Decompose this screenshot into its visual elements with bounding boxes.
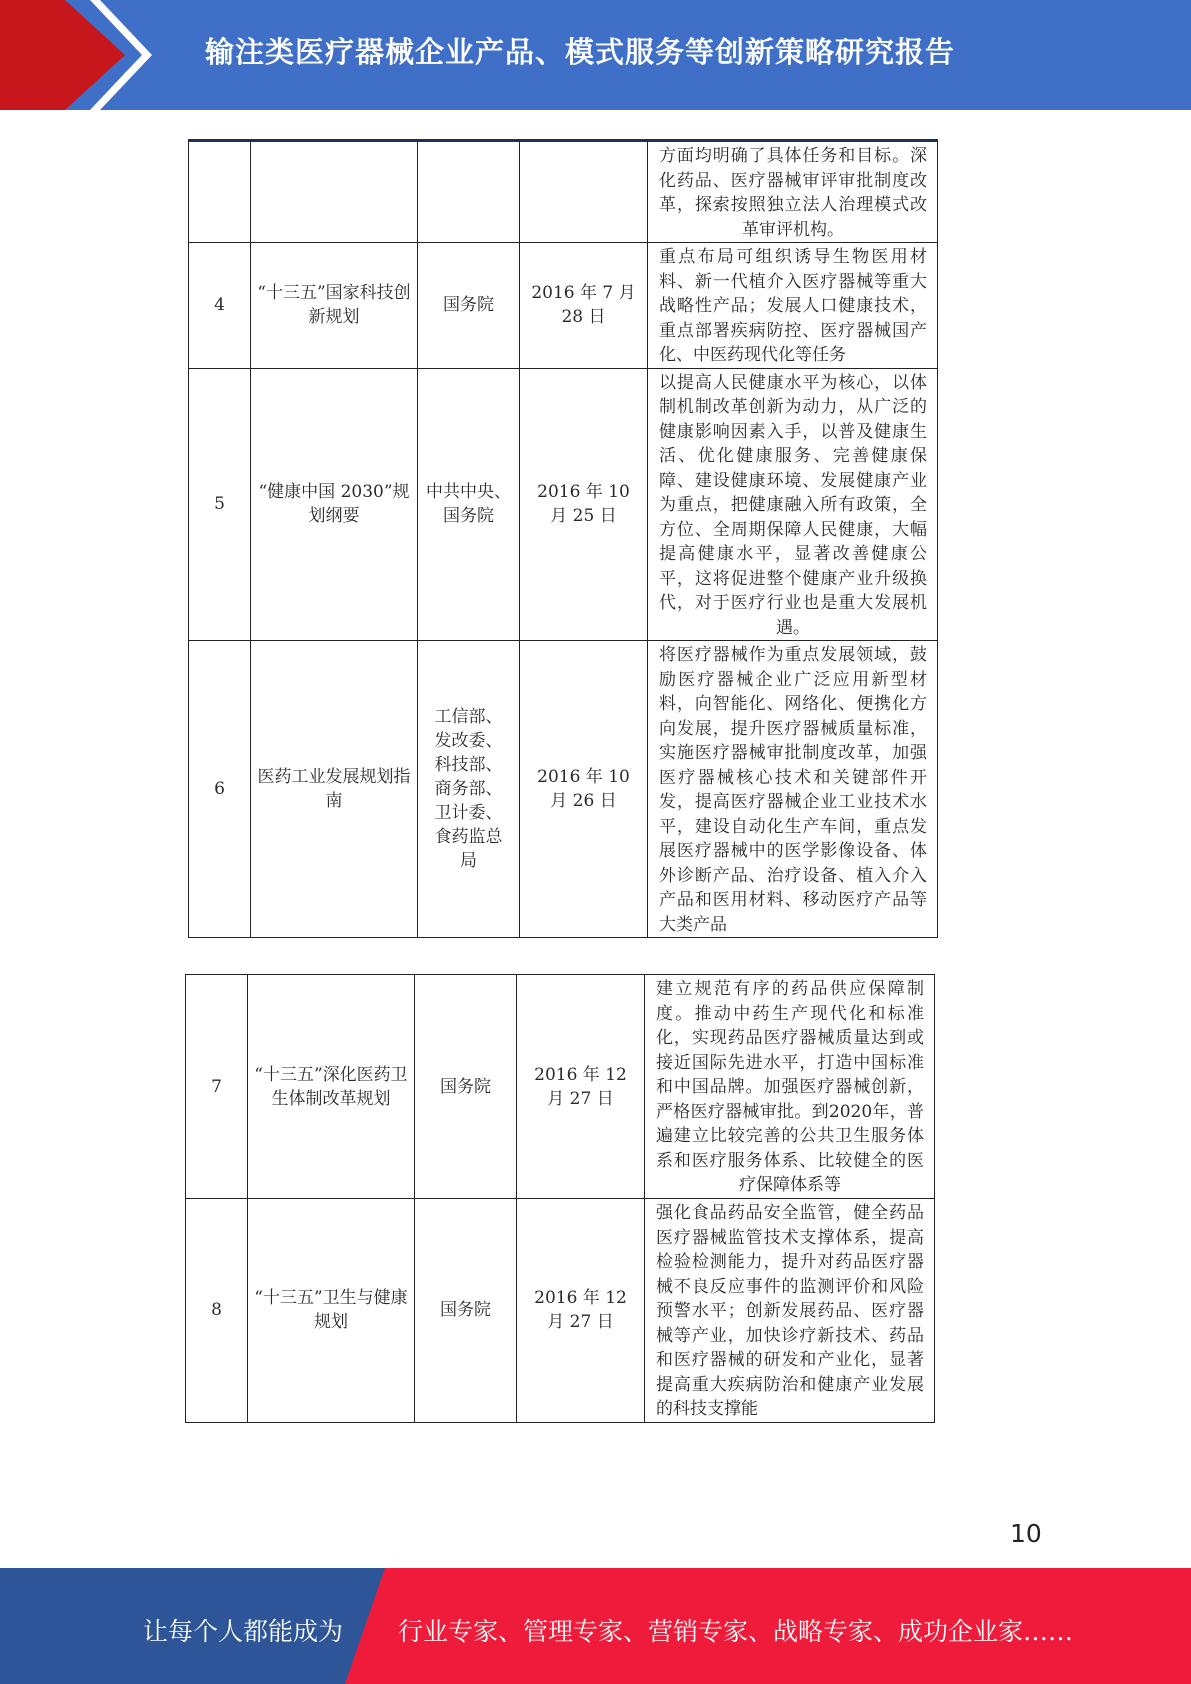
table-row [189,243,938,369]
date-text: 2016 年 12 月 27 日 [534,1064,627,1109]
page-number: 10 [1010,1519,1042,1548]
name-text: “健康中国 2030”规划纲要 [258,482,410,527]
cell-date [520,243,648,369]
cell-name [251,141,418,243]
footer-slogan-left: 让每个人都能成为 [143,1617,344,1646]
name-text: 医药工业发展规划指南 [257,767,411,811]
cell-date [517,975,645,1199]
table-row [186,1199,935,1423]
table-row [189,141,938,243]
name-text: “十三五”深化医药卫生体制改革规划 [254,1064,408,1109]
cell-content [645,975,935,1199]
cell-no: 7 [186,975,248,1199]
content-text: 建立规范有序的药品供应保障制度。推动中药生产现代化和标准化，实现药品医疗器械质量达到或接近国际先进水平，打造中国标准和中国品牌。加强医疗器械创新，严格医疗器械审批。到2020年，普遍建立比较完善的公共卫生服务体系和医疗服务体系、比较健全的医疗保障体系等 [656,979,924,1195]
cell-issuer: 国务院 [415,975,517,1199]
cell-no: 6 [189,641,251,938]
content-text: 强化食品药品安全监管，健全药品医疗器械监管技术支撑体系，提高检验检测能力，提升对药品医疗器械不良反应事件的监测评价和风险预警水平；创新发展药品、医疗器械等产业，加快诊疗新技术、药品和医疗器械的研发和产业化，显著提高重大疾病防治和健康产业发展的科技支撑能 [656,1203,924,1419]
cell-no [189,141,251,243]
name-text: “十三五”卫生与健康规划 [254,1288,408,1333]
content-text: 以提高人民健康水平为核心，以体制机制改革创新为动力，从广泛的健康影响因素入手，以普及健康生活、优化健康服务、完善健康保障、建设健康环境、发展健康产业为重点，把健康融入所有政策，全方位、全周期保障人民健康，大幅提高健康水平，显著改善健康公平，这将促进整个健康产业升级换代，对于医疗行业也是重大发展机遇。 [659,372,927,638]
cell-issuer [418,368,520,641]
cell-content [648,243,938,369]
table-row [186,975,935,1199]
cell-name [251,243,418,369]
policy-table-2 [185,974,935,1423]
table-row [189,641,938,938]
document-title: 输注类医疗器械企业产品、模式服务等创新策略研究报告 [205,35,956,69]
cell-name [251,641,418,938]
cell-content [648,641,938,938]
cell-name [251,368,418,641]
cell-issuer [418,641,520,938]
footer-banner [0,1568,1191,1684]
date-text: 2016 年 12 月 27 日 [534,1288,627,1333]
cell-content [648,141,938,243]
cell-issuer: 国务院 [415,1199,517,1423]
policy-table-1 [188,139,938,938]
cell-date [520,368,648,641]
date-text: 2016 年 10 月 25 日 [537,482,630,527]
name-text: “十三五”国家科技创新规划 [257,283,411,328]
content-text: 方面均明确了具体任务和目标。深化药品、医疗器械审评审批制度改革，探索按照独立法人治理模式改革审评机构。 [659,146,927,240]
cell-no: 5 [189,368,251,641]
cell-name [248,1199,415,1423]
header-banner [0,0,1191,110]
footer-slogan-right: 行业专家、管理专家、营销专家、战略专家、成功企业家…… [398,1617,1074,1646]
content-text: 将医疗器械作为重点发展领域，鼓励医疗器械企业广泛应用新型材料，向智能化、网络化、便携化方向发展，提升医疗器械质量标准，实施医疗器械审批制度改革，加强医疗器械核心技术和关键部件开发，提高医疗器械企业工业技术水平，建设自动化生产车间，重点发展医疗器械中的医学影像设备、体外诊断产品、治疗设备、植入介入产品和医用材料、移动医疗产品等大类产品 [659,645,927,935]
cell-issuer: 国务院 [418,243,520,369]
date-text: 2016 年 7 月 28 日 [531,283,636,328]
issuer-text: 中共中央、国务院 [426,482,511,527]
cell-no: 4 [189,243,251,369]
content-text: 重点布局可组织诱导生物医用材料、新一代植介入医疗器械等重大战略性产品；发展人口健康技术，重点部署疾病防控、医疗器械国产化、中医药现代化等任务 [659,247,927,365]
date-text: 2016 年 10 月 26 日 [537,767,630,811]
cell-date [520,641,648,938]
cell-date [517,1199,645,1423]
table-row [189,368,938,641]
cell-date [520,141,648,243]
cell-name [248,975,415,1199]
cell-content [645,1199,935,1423]
cell-content [648,368,938,641]
issuer-text: 工信部、发改委、科技部、商务部、卫计委、食药监总局 [434,707,503,871]
cell-no: 8 [186,1199,248,1423]
cell-issuer [418,141,520,243]
